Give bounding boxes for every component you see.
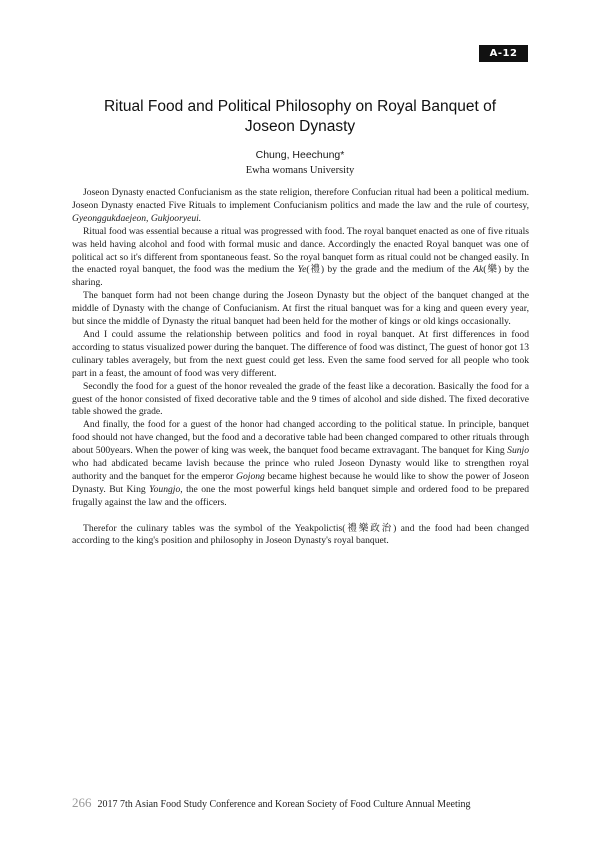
paragraph: And finally, the food for a guest of the honor had changed according to the political statue. In principle, banquet food should not have changed, but the food and a decorative table had been changed compared to other rituals through about 500years. When the power of king was week, the banquet food became extravagant. The banquet for King Sunjo who had abdicated became lavish because the prince who ruled Joseon Dynasty would like to strengthen royal authority and the banquet for the emperor Gojong became highest because he would like to show the power of Joseon Dynasty. But King Youngjo, the one the most powerful kings held banquet simple and ordered food to be prepared frugally against the law and the officers.	[72, 419, 529, 508]
author-affiliation: Ewha womans University	[245, 165, 355, 176]
title-line-1: Ritual Food and Political Philosophy on Royal Banquet of	[103, 98, 497, 115]
italic-term: Ye	[297, 264, 307, 276]
italic-term: Gojong	[236, 470, 265, 482]
page-number: 266	[72, 795, 92, 810]
italic-term: Gyeonggukdaejeon, Gukjooryeui.	[72, 212, 202, 224]
paragraph: Secondly the food for a guest of the honor revealed the grade of the feast like a decoration. Basically the food for a guest of the honor consisted of fixed decorative table and the 9 times of alcohol and side dished. The fixed decorative table showed the grade.	[72, 380, 529, 418]
italic-term: Ak	[473, 264, 484, 276]
title-line-2: Joseon Dynasty	[244, 118, 356, 135]
section-code-badge: A-12	[479, 45, 528, 62]
paragraph: The banquet form had not been change during the Joseon Dynasty but the object of the banquet changed at the middle of Dynasty with the change of Confucianism. At first the ritual banquet was for a king and queen every year, but since the middle of Dynasty the ritual banquet had been held for the mother of kings or old kings occasionally.	[72, 290, 529, 328]
abstract-body	[72, 187, 529, 548]
page-footer	[72, 795, 542, 811]
paragraph: And I could assume the relationship between politics and food in royal banquet. At first differences in food according to status visualized power during the banquet. The difference of food was distinct, The guest of honor got 13 culinary tables averagely, but from the next guest could get less. Even the same food served for all people who took part in a feast, the amount of food was very different.	[72, 328, 529, 379]
paragraph: Joseon Dynasty enacted Confucianism as the state religion, therefore Confucian ritual had been a political medium. Joseon Dynasty enacted Five Rituals to implement Confucianism politics and made the law and the rule of courtesy, Gyeonggukdaejeon, Gukjooryeui.	[72, 187, 529, 224]
conference-name: 2017 7th Asian Food Study Conference and Korean Society of Food Culture Annual Meeting	[97, 799, 471, 810]
paper-title	[60, 97, 540, 137]
italic-term: Sunjo	[507, 445, 529, 457]
author-name: Chung, Heechung*	[255, 149, 345, 161]
paragraph: Ritual food was essential because a ritual was progressed with food. The royal banquet enacted as one of five rituals was held having alcohol and food with formal music and dance. Accordingly the enacted Royal banquet was one of political act so it's different from spontaneous feast. So the royal banquet form as ritual could not be changed easily. In the enacted royal banquet, the food was the medium the Ye(禮) by the grade and the medium of the Ak(樂) by the sharing.	[72, 225, 529, 289]
paragraph: Therefor the culinary tables was the symbol of the Yeakpolictis(禮樂政治) and the food had been changed according to the king's position and philosophy in Joseon Dynasty's royal banquet.	[72, 522, 529, 547]
italic-term: Youngjo	[149, 483, 181, 495]
